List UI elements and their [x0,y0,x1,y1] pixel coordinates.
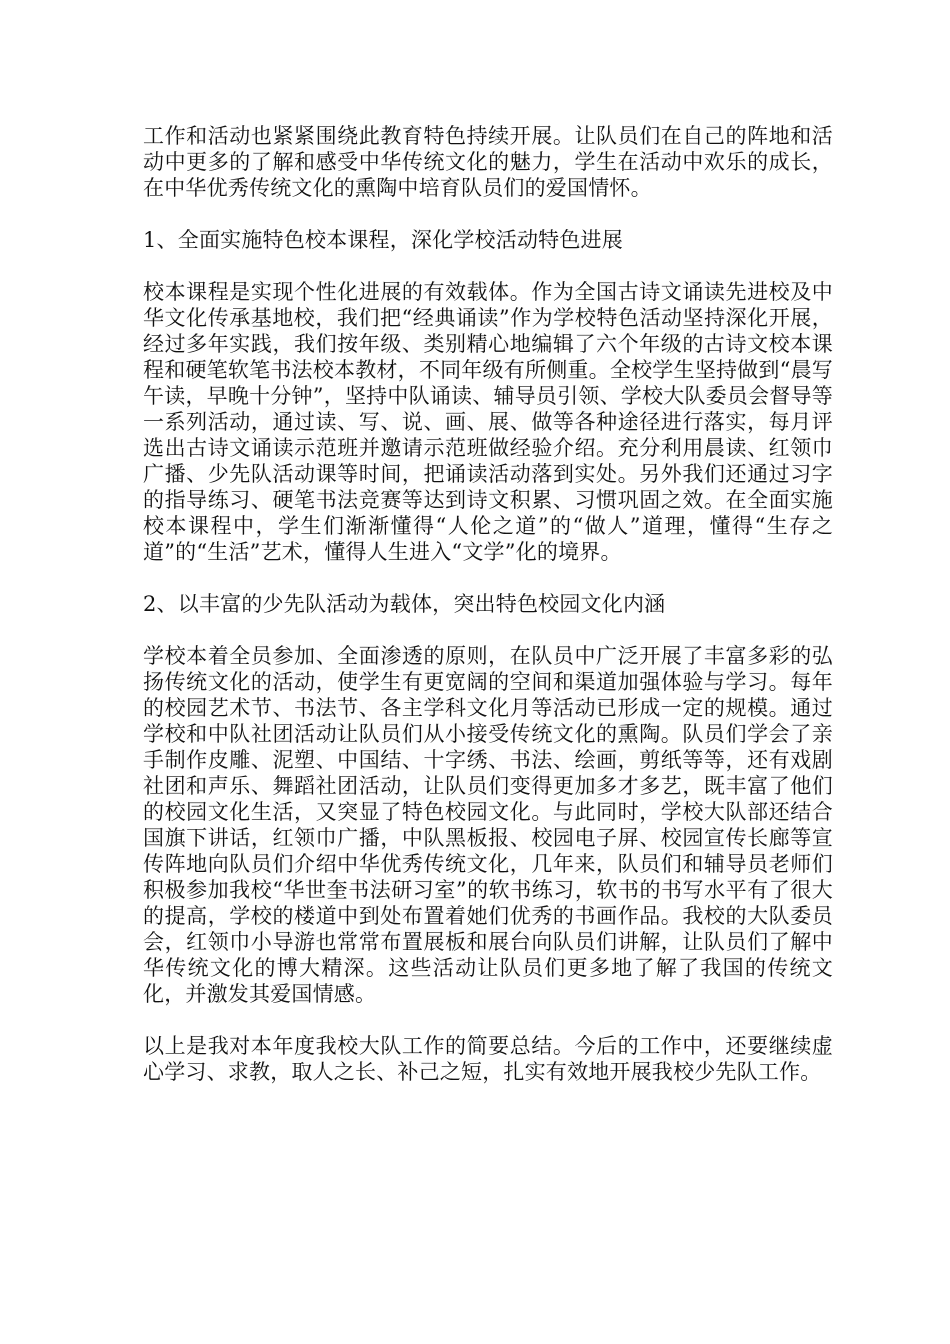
section-2-heading: 2、以丰富的少先队活动为载体，突出特色校园文化内涵 [143,592,666,616]
closing-paragraph: 以上是我对本年度我校大队工作的简要总结。今后的工作中，还要继续虚心学习、求教，取人之长、补己之短，扎实有效地开展我校少先队工作。 [143,1034,833,1084]
section-1-heading: 1、全面实施特色校本课程，深化学校活动特色进展 [143,228,623,252]
document-body [143,123,833,1111]
intro-paragraph: 工作和活动也紧紧围绕此教育特色持续开展。让队员们在自己的阵地和活动中更多的了解和感受中华传统文化的魅力，学生在活动中欢乐的成长，在中华优秀传统文化的熏陶中培育队员们的爱国情怀。 [143,124,833,200]
section-1-paragraph: 校本课程是实现个性化进展的有效载体。作为全国古诗文诵读先进校及中华文化传承基地校，我们把“经典诵读”作为学校特色活动坚持深化开展，经过多年实践，我们按年级、类别精心地编辑了六个年级的古诗文校本课程和硬笔软笔书法校本教材，不同年级有所侧重。全校学生坚持做到“晨写午读，早晚十分钟”，坚持中队诵读、辅导员引领、学校大队委员会督导等一系列活动，通过读、写、说、画、展、做等各种途径进行落实，每月评选出古诗文诵读示范班并邀请示范班做经验介绍。充分利用晨读、红领巾广播、少先队活动课等时间，把诵读活动落到实处。另外我们还通过习字的指导练习、硬笔书法竞赛等达到诗文积累、习惯巩固之效。在全面实施校本课程中，学生们渐渐懂得“人伦之道”的“做人”道理，懂得“生存之道”的“生活”艺术，懂得人生进入“文学”化的境界。 [143,280,833,564]
section-2-paragraph: 学校本着全员参加、全面渗透的原则，在队员中广泛开展了丰富多彩的弘扬传统文化的活动，使学生有更宽阔的空间和渠道加强体验与学习。每年的校园艺术节、书法节、各主学科文化月等活动已形成一定的规模。通过学校和中队社团活动让队员们从小接受传统文化的熏陶。队员们学会了亲手制作皮雕、泥塑、中国结、十字绣、书法、绘画，剪纸等等，还有戏剧社团和声乐、舞蹈社团活动，让队员们变得更加多才多艺，既丰富了他们的校园文化生活，又突显了特色校园文化。与此同时，学校大队部还结合国旗下讲话，红领巾广播，中队黑板报、校园电子屏、校园宣传长廊等宣传阵地向队员们介绍中华优秀传统文化，几年来，队员们和辅导员老师们积极参加我校“华世奎书法研习室”的软书练习，软书的书写水平有了很大的提高，学校的楼道中到处布置着她们优秀的书画作品。我校的大队委员会，红领巾小导游也常常布置展板和展台向队员们讲解，让队员们了解中华传统文化的博大精深。这些活动让队员们更多地了解了我国的传统文化，并激发其爱国情感。 [143,644,833,1006]
